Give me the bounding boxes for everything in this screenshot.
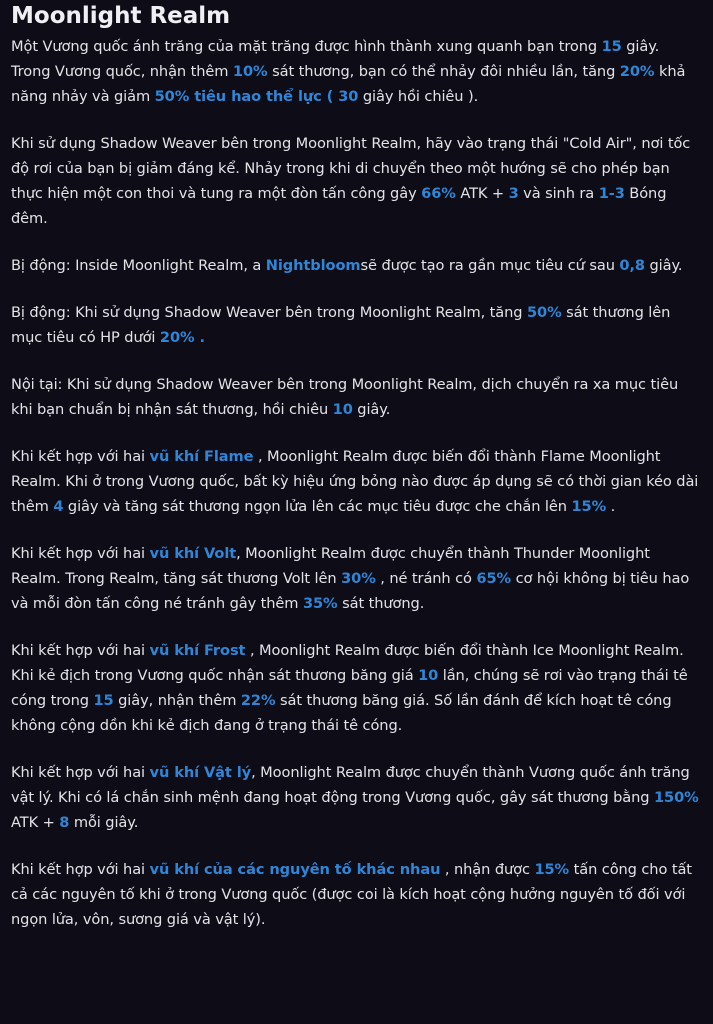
paragraph-4 [11, 300, 703, 350]
page-title: Moonlight Realm [11, 3, 231, 29]
text-run: cơ hội không bị tiêu hao và mỗi đòn tấn công né tránh gây thêm [11, 570, 690, 612]
paragraph-gap [11, 109, 703, 131]
highlight-value: 66% [421, 185, 456, 202]
text-run: Khi kết hợp với hai [11, 545, 150, 562]
highlight-value: Nightbloom [265, 257, 361, 274]
text-run: , nhận được [440, 861, 535, 878]
text-run: , né tránh có [375, 570, 477, 587]
paragraph-8 [11, 638, 703, 738]
paragraph-gap [11, 519, 703, 541]
text-run: Khi kết hợp với hai [11, 642, 150, 659]
highlight-value: 15% [571, 498, 607, 515]
highlight-value: vũ khí của các nguyên tố khác nhau [149, 861, 441, 878]
highlight-value: 10% [232, 63, 268, 80]
text-run: , Moonlight Realm được biến đổi thành Flame Moonlight Realm. Khi ở trong Vương quốc, bất kỳ hiệu ứng bỏng nào được áp dụng sẽ có thời gian kéo dài thêm [11, 448, 699, 515]
text-run: Bị động: Inside Moonlight Realm, a [11, 257, 266, 274]
text-run: sát thương. [337, 595, 425, 612]
paragraph-gap [11, 616, 703, 638]
paragraph-gap [11, 835, 703, 857]
text-run: Khi kết hợp với hai [11, 448, 150, 465]
highlight-value: 10 [418, 667, 439, 684]
text-run: Một Vương quốc ánh trăng của mặt trăng được hình thành xung quanh bạn trong [11, 38, 602, 55]
text-run: giây. [352, 401, 391, 418]
paragraph-gap [11, 738, 703, 760]
highlight-value: 1-3 [598, 185, 625, 202]
text-run: , Moonlight Realm được chuyển thành Vương quốc ánh trăng vật lý. Khi có lá chắn sinh mệnh đang hoạt động trong Vương quốc, gây sát thương bằng [11, 764, 690, 806]
highlight-value: 3 [508, 185, 519, 202]
text-run: ATK + [455, 185, 509, 202]
text-run: , Moonlight Realm được chuyển thành Thunder Moonlight Realm. Trong Realm, tăng sát thương Volt lên [11, 545, 650, 587]
text-run: Bị động: Khi sử dụng Shadow Weaver bên trong Moonlight Realm, tăng [11, 304, 527, 321]
highlight-value: 35% [302, 595, 338, 612]
highlight-value: vũ khí Flame [149, 448, 254, 465]
text-run: giây và tăng sát thương ngọn lửa lên các mục tiêu được che chắn lên [63, 498, 572, 515]
paragraph-9 [11, 760, 703, 835]
text-run: . [606, 498, 616, 515]
text-run: ATK + [11, 814, 60, 831]
highlight-value: vũ khí Volt [149, 545, 237, 562]
paragraph-7 [11, 541, 703, 616]
text-run: sát thương băng giá. Số lần đánh để kích hoạt tê cóng không cộng dồn khi kẻ địch đang ở trạng thái tê cóng. [11, 692, 672, 734]
paragraph-gap [11, 422, 703, 444]
text-run: và sinh ra [518, 185, 599, 202]
paragraph-6 [11, 444, 703, 519]
highlight-value: 10 [332, 401, 353, 418]
text-run: mỗi giây. [69, 814, 139, 831]
highlight-value: 50% [526, 304, 562, 321]
highlight-value: 50% tiêu hao thể lực ( 30 [154, 88, 359, 105]
text-run: sẽ được tạo ra gần mục tiêu cứ sau [360, 257, 620, 274]
text-run: tấn công cho tất cả các nguyên tố khi ở trong Vương quốc (được coi là kích hoạt cộng hưởng nguyên tố đối với ngọn lửa, vôn, sương giá và vật lý). [11, 861, 692, 928]
text-run: Bóng đêm. [11, 185, 667, 227]
text-run: giây. [644, 257, 683, 274]
text-run: sát thương lên mục tiêu có HP dưới [11, 304, 671, 346]
paragraph-gap [11, 231, 703, 253]
highlight-value: vũ khí Vật lý [149, 764, 252, 781]
text-run: Nội tại: Khi sử dụng Shadow Weaver bên trong Moonlight Realm, dịch chuyển ra xa mục tiêu khi bạn chuẩn bị nhận sát thương, hồi chiêu [11, 376, 679, 418]
text-run: giây. Trong Vương quốc, nhận thêm [11, 38, 660, 80]
highlight-value: 4 [53, 498, 64, 515]
paragraph-5 [11, 372, 703, 422]
paragraph-gap [11, 278, 703, 300]
text-run: lần, chúng sẽ rơi vào trạng thái tê cóng trong [11, 667, 688, 709]
paragraph-3 [11, 253, 703, 278]
paragraph-gap [11, 350, 703, 372]
highlight-value: 20% . [159, 329, 205, 346]
text-run: Khi kết hợp với hai [11, 764, 150, 781]
highlight-value: 8 [59, 814, 70, 831]
highlight-value: 15 [93, 692, 114, 709]
text-run: sát thương, bạn có thể nhảy đôi nhiều lần, tăng [267, 63, 620, 80]
highlight-value: 65% [476, 570, 512, 587]
highlight-value: 22% [240, 692, 276, 709]
highlight-value: vũ khí Frost [149, 642, 246, 659]
text-run: giây, nhận thêm [113, 692, 241, 709]
highlight-value: 20% [619, 63, 655, 80]
highlight-value: 30% [341, 570, 376, 587]
text-run: Khi sử dụng Shadow Weaver bên trong Moonlight Realm, hãy vào trạng thái "Cold Air", nơi tốc độ rơi của bạn bị giảm đáng kể. Nhảy trong khi di chuyển theo một hướng sẽ cho phép bạn thực hiện một con thoi và tung ra một đòn tấn công gây [11, 135, 691, 202]
highlight-value: 0,8 [619, 257, 645, 274]
text-run: khả năng nhảy và giảm [11, 63, 686, 105]
highlight-value: 150% [653, 789, 699, 806]
description-body [11, 34, 703, 932]
paragraph-2 [11, 131, 703, 231]
paragraph-10 [11, 857, 703, 932]
paragraph-1 [11, 34, 703, 109]
text-run: Khi kết hợp với hai [11, 861, 150, 878]
highlight-value: 15% [534, 861, 570, 878]
text-run: , Moonlight Realm được biến đổi thành Ice Moonlight Realm. Khi kẻ địch trong Vương quốc nhận sát thương băng giá [11, 642, 684, 684]
highlight-value: 15 [601, 38, 622, 55]
text-run: giây hồi chiêu ). [358, 88, 479, 105]
